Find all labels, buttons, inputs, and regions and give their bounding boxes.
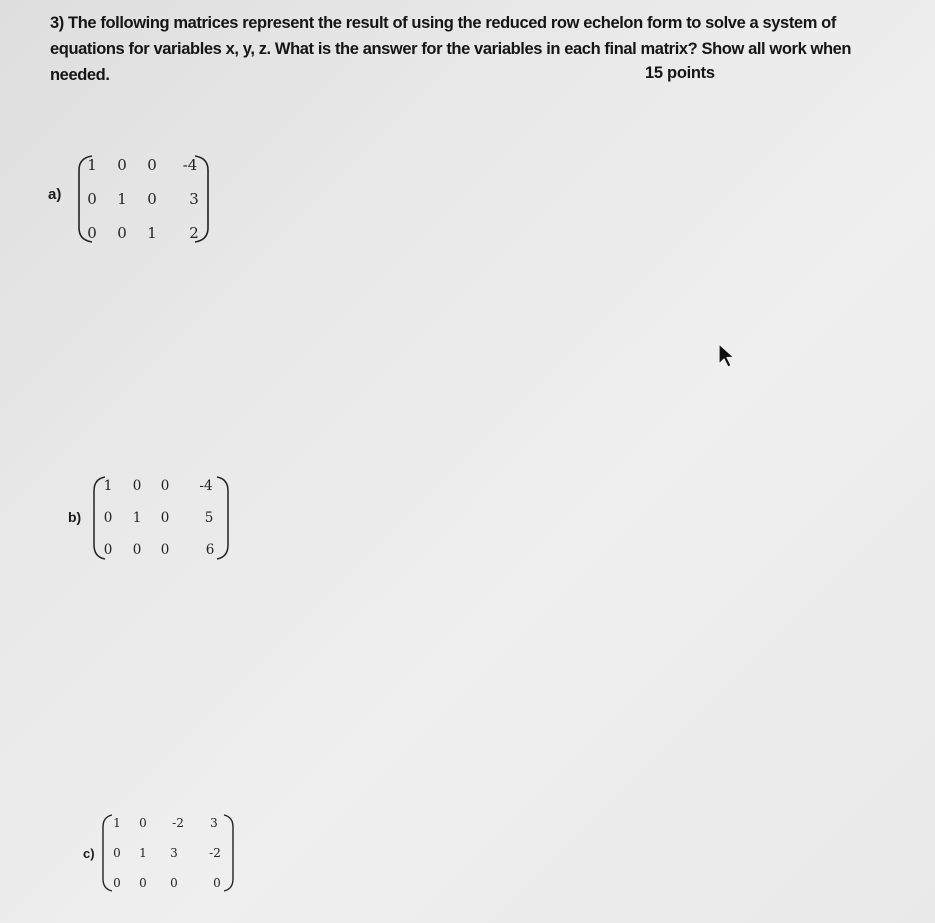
matrix-b-cell: 0	[160, 478, 170, 494]
matrix-c-cell: 1	[139, 846, 147, 860]
matrix-b-right-bracket	[217, 477, 228, 559]
matrix-a-cell: 0	[147, 156, 157, 174]
matrix-c-cell: 0	[139, 876, 147, 890]
matrix-b-cell: 1	[132, 510, 142, 526]
matrix-b-cell: 0	[103, 542, 113, 558]
matrix-a-cell: 2	[189, 224, 199, 242]
part-label-a: a)	[48, 186, 62, 203]
matrix-b-cell: 0	[132, 542, 142, 558]
matrix-c-cell: 0	[139, 816, 147, 830]
matrix-c-cell: -2	[209, 846, 221, 860]
mouse-pointer-icon	[716, 342, 738, 370]
matrix-c-cell: 3	[210, 816, 218, 830]
matrix-b-cell: 5	[204, 510, 214, 526]
matrix-a-cell: 0	[117, 224, 127, 242]
matrix-a-cell: 0	[117, 156, 127, 174]
matrix-c-cell: 1	[113, 816, 121, 830]
matrix-b-cell: 0	[103, 510, 113, 526]
matrix-a-cell: 0	[87, 224, 97, 242]
matrix-c-cell: 0	[213, 876, 221, 890]
matrix-c-cell: 3	[170, 846, 178, 860]
matrix-a-cell: 1	[147, 224, 157, 242]
matrix-c-cell: 0	[113, 846, 121, 860]
matrix-b-cell: 0	[132, 478, 142, 494]
points-label: 15 points	[645, 64, 715, 82]
matrix-b-cell: -4	[199, 478, 213, 494]
matrix-c-left-bracket	[103, 815, 112, 891]
question-text: 3) The following matrices represent the result of using the reduced row echelon form to solve a system of equations for variables x, y, z. What is the answer for the variables in each final matrix? Show all work when needed.	[50, 14, 852, 84]
matrix-b-cell: 6	[205, 542, 215, 558]
matrix-c-right-bracket	[224, 815, 233, 891]
matrix-a-cell: 1	[117, 190, 127, 208]
matrix-a-cell: 3	[189, 190, 199, 208]
matrix-a	[70, 150, 220, 248]
part-label-c: c)	[83, 846, 95, 861]
matrix-b-cell: 0	[160, 510, 170, 526]
matrix-a-cell: 0	[87, 190, 97, 208]
matrix-c-cell: 0	[170, 876, 178, 890]
matrix-a-cell: -4	[182, 156, 198, 174]
matrix-a-cell: 0	[147, 190, 157, 208]
matrix-a-cell: 1	[87, 156, 97, 174]
matrix-c-cell: 0	[113, 876, 121, 890]
matrix-b-cell: 0	[160, 542, 170, 558]
matrix-b-cell: 1	[103, 478, 113, 494]
matrix-c	[98, 810, 238, 896]
matrix-b	[86, 471, 236, 565]
matrix-c-cell: -2	[172, 816, 184, 830]
part-label-b: b)	[68, 509, 82, 525]
